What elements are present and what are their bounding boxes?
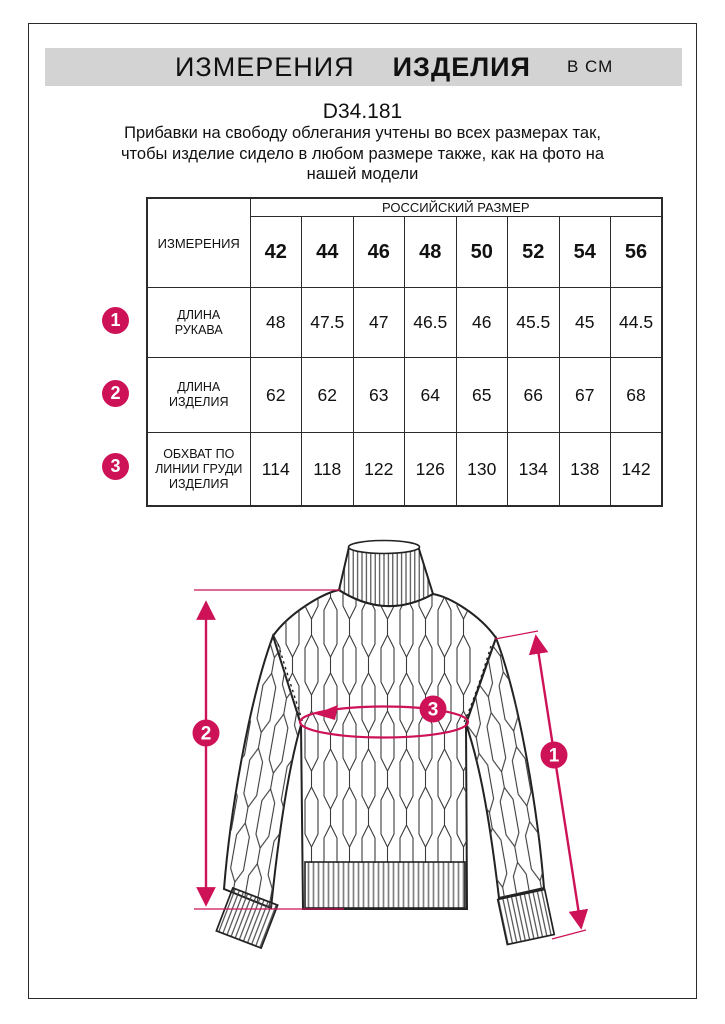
leader-top-1 — [495, 631, 538, 639]
size-col-header: 50 — [456, 217, 508, 288]
size-table — [146, 197, 663, 507]
row-label: ДЛИНА ИЗДЕЛИЯ — [147, 358, 250, 433]
hem-rib-band — [305, 862, 465, 908]
cell-value: 63 — [353, 358, 405, 433]
collar-top-opening — [349, 541, 420, 554]
cell-value: 45 — [559, 288, 611, 358]
diagram-marker-3-label: 3 — [427, 699, 439, 721]
cell-value: 46.5 — [405, 288, 457, 358]
cell-value: 130 — [456, 433, 508, 507]
diagram-marker-1-label: 1 — [548, 745, 560, 767]
cell-value: 44.5 — [611, 288, 663, 358]
title-word-measurements: ИЗМЕРЕНИЯ — [175, 51, 355, 82]
table-row-chest-girth — [147, 433, 662, 507]
cuff-right — [498, 890, 555, 945]
page-frame — [28, 23, 697, 999]
cell-value: 45.5 — [508, 288, 560, 358]
cell-value: 122 — [353, 433, 405, 507]
table-row-garment-length — [147, 358, 662, 433]
cell-value: 46 — [456, 288, 508, 358]
leader-bottom-1 — [552, 930, 586, 939]
table-row-sleeve-length — [147, 288, 662, 358]
title-unit-cm: В СМ — [566, 57, 614, 76]
cell-value: 67 — [559, 358, 611, 433]
fit-note: Прибавки на свободу облегания учтены во всех размерах так, чтобы изделие сидело в любом размере также, как на фото на нашей модели — [120, 124, 605, 183]
collar-rib — [339, 545, 433, 606]
row-marker-3: 3 — [102, 453, 129, 480]
garment-diagram — [131, 521, 611, 1001]
title-word-garment: ИЗДЕЛИЯ — [392, 51, 531, 82]
product-code: D34.181 — [322, 100, 403, 123]
cell-value: 47.5 — [302, 288, 354, 358]
cell-value: 68 — [611, 358, 663, 433]
size-col-header: 46 — [353, 217, 405, 288]
cell-value: 126 — [405, 433, 457, 507]
cell-value: 62 — [250, 358, 302, 433]
size-col-header: 44 — [302, 217, 354, 288]
cell-value: 47 — [353, 288, 405, 358]
cell-value: 66 — [508, 358, 560, 433]
table-group-header: РОССИЙСКИЙ РАЗМЕР — [250, 198, 662, 217]
table-corner-header: ИЗМЕРЕНИЯ — [147, 198, 250, 288]
cell-value: 64 — [405, 358, 457, 433]
cell-value: 118 — [302, 433, 354, 507]
row-marker-2: 2 — [102, 380, 129, 407]
cell-value: 114 — [250, 433, 302, 507]
size-col-header: 42 — [250, 217, 302, 288]
cell-value: 138 — [559, 433, 611, 507]
cell-value: 142 — [611, 433, 663, 507]
cell-value: 62 — [302, 358, 354, 433]
cell-value: 134 — [508, 433, 560, 507]
size-col-header: 52 — [508, 217, 560, 288]
diagram-marker-2-label: 2 — [200, 723, 212, 745]
row-label: ДЛИНА РУКАВА — [147, 288, 250, 358]
size-col-header: 48 — [405, 217, 457, 288]
size-col-header: 56 — [611, 217, 663, 288]
row-label: ОБХВАТ ПО ЛИНИИ ГРУДИ ИЗДЕЛИЯ — [147, 433, 250, 507]
size-col-header: 54 — [559, 217, 611, 288]
title-bar — [45, 48, 682, 86]
cell-value: 65 — [456, 358, 508, 433]
row-marker-1: 1 — [102, 307, 129, 334]
cell-value: 48 — [250, 288, 302, 358]
